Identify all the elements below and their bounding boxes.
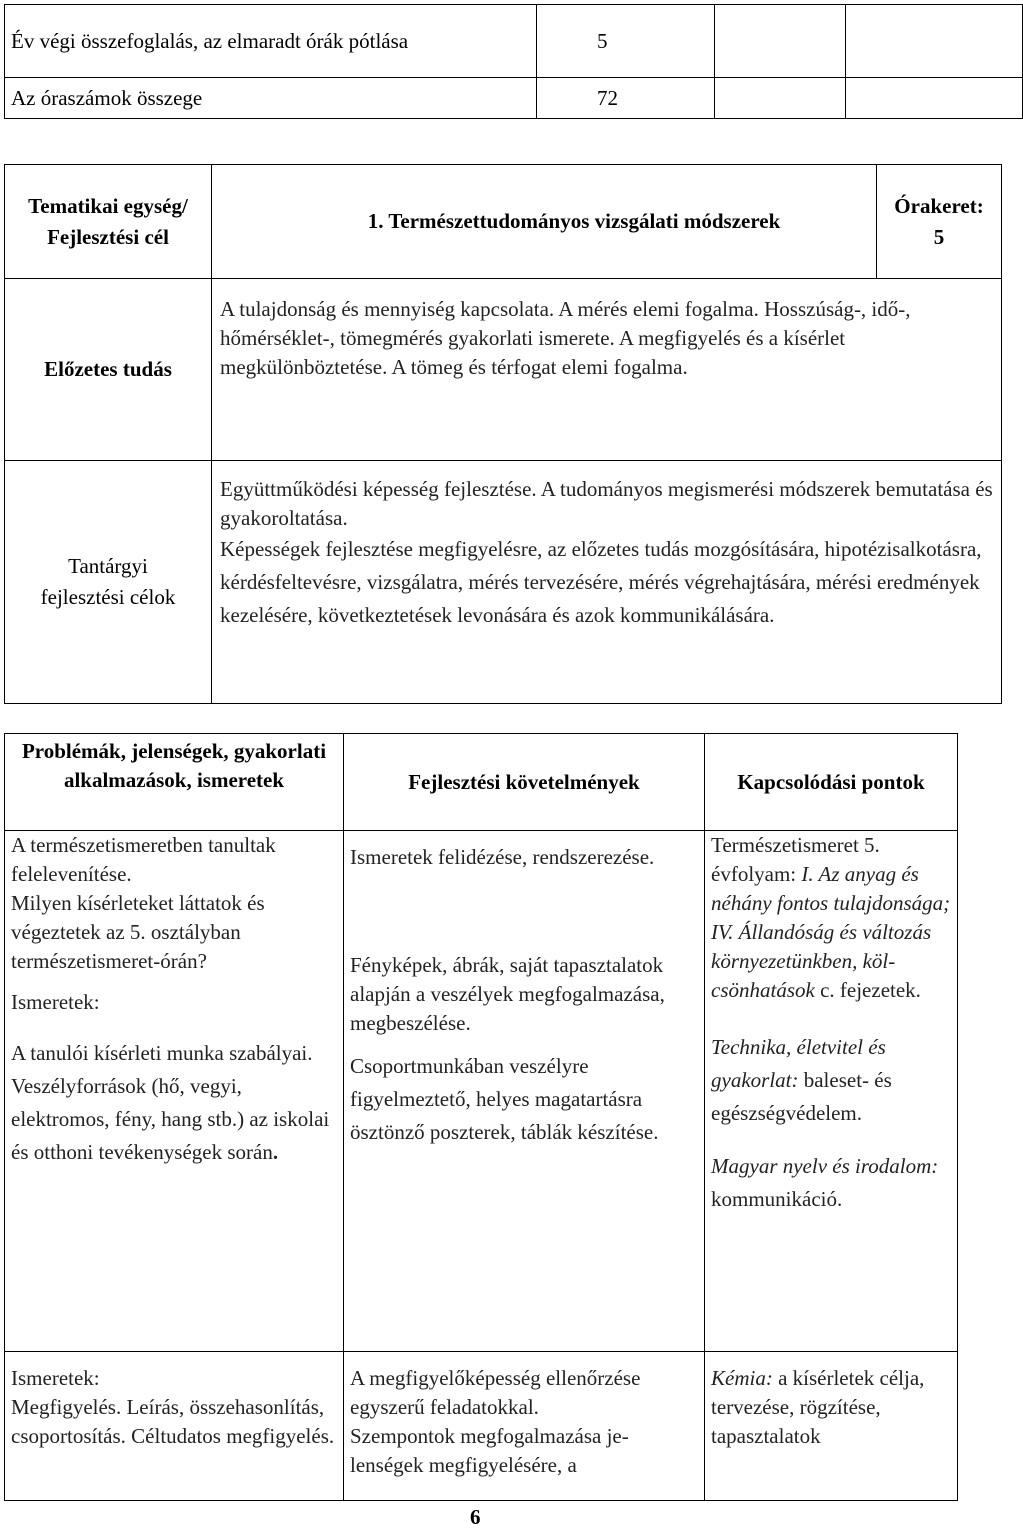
text-run: Technika, életvitel és gyakorlat: [711, 1035, 886, 1092]
text-run: A tanulói kísérleti munka szabályai. Veszélyforrások (hő, vegyi, elektromos, fény, hang stb.) az iskolai és otthoni tevékenységek során [11, 1041, 330, 1164]
paragraph [711, 1364, 951, 1451]
table-cell-requirements [344, 831, 705, 1352]
text-run: c. fejezetek. [814, 978, 921, 1002]
table-cell-problems [5, 831, 344, 1352]
paragraph: Szempontok megfogalmazása je-lenségek megfigyelésére, a [350, 1424, 629, 1477]
prior-knowledge-label: Előzetes tudás [5, 279, 212, 461]
table-row [5, 1352, 958, 1501]
table-row [5, 831, 958, 1352]
table-row-header [5, 165, 1002, 279]
table-cell-requirements [344, 1352, 705, 1501]
paragraph: A természetismeretben tanultak felelevenítése. [11, 833, 276, 886]
section-label: Ismeretek: [11, 990, 100, 1014]
thematic-unit-label [5, 165, 212, 279]
table-row-header [5, 734, 958, 831]
paragraph: A megfigyelőképesség ellenőrzése egyszerű feladatokkal. [350, 1366, 641, 1419]
thematic-unit-table [4, 164, 1002, 704]
table-cell-empty [846, 78, 1023, 119]
paragraph [711, 1150, 951, 1216]
prior-knowledge-text: A tulajdonság és mennyiség kapcsolata. A mérés elemi fogalma. Hosszúság-, idő-, hőmérséklet-, tömegmérés gyakorlati ismerete. A megfigyelés és a kísérlet megkülönböztetése. A tömeg és térfogat elemi fogalma. [212, 279, 1002, 461]
table-cell-label: Az óraszámok összege [5, 78, 537, 119]
text-run: I. Az anyag és néhány fontos tulajdonsága; IV. Állandóság és változás környezetünkben, köl-csönhatások [711, 862, 951, 1002]
table-cell-hours: 5 [537, 5, 715, 78]
label-line: Tematikai egység/ [28, 193, 188, 218]
table-cell-empty [715, 78, 846, 119]
column-header-requirements: Fejlesztési követelmények [344, 734, 705, 831]
table-cell-label: Év végi összefoglalás, az elmaradt órák pótlása [5, 5, 537, 78]
summary-hours-table [4, 4, 1023, 119]
paragraph: Ismeretek felidézése, rendszerezése. [350, 845, 655, 869]
text-run: Természetismeret 5. évfolyam: [711, 833, 880, 886]
table-cell-empty [846, 5, 1023, 78]
table-row-goals [5, 461, 1002, 704]
table-cell-connections [705, 1352, 958, 1501]
paragraph: Megfigyelés. Leírás, összehasonlítás, csoportosítás. Céltudatos megfigyelés. [11, 1395, 335, 1448]
thematic-unit-title: 1. Természettudományos vizsgálati módszerek [212, 165, 877, 279]
table-row [5, 5, 1023, 78]
paragraph [711, 831, 951, 1005]
table-row-prior-knowledge [5, 279, 1002, 461]
goals-label [5, 461, 212, 704]
label-line: Fejlesztési cél [47, 224, 169, 249]
hours-frame-value: 5 [933, 224, 945, 249]
table-row [5, 78, 1023, 119]
hours-frame [877, 165, 1002, 279]
paragraph: Milyen kísérleteket láttatok és végeztetek az 5. osztályban természetismeret-órán? [11, 891, 265, 973]
goals-text [212, 461, 1002, 704]
text-run: Kémia: [711, 1366, 773, 1390]
table-cell-problems [5, 1352, 344, 1501]
text-run: a kísérletek célja, tervezése, rögzítése, tapasztalatok [711, 1366, 925, 1448]
goals-paragraph: Képességek fejlesztése megfigyelésre, az előzetes tudás mozgósítására, hipotézisalkotásra, kérdésfeltevésre, vizsgálatra, mérés tervezésére, mérés végrehajtására, mérési eredmények kezelésére, következtetések levonására és azok kommunikálására. [220, 537, 982, 627]
text-run: Magyar nyelv és irodalom: [711, 1154, 939, 1178]
page-number: 6 [470, 1505, 481, 1529]
paragraph: Csoportmunkában veszélyre figyelmeztető, helyes magatartásra ösztönző poszterek, táblák készítése. [350, 1054, 659, 1144]
hours-frame-label: Órakeret: [894, 193, 984, 218]
column-header-problems: Problémák, jelenségek, gyakorlati alkalmazások, ismeretek [5, 734, 344, 831]
paragraph: Fényképek, ábrák, saját tapasztalatok alapján a veszélyek megfogalmazása, megbeszélése. [350, 953, 665, 1035]
content-table [4, 733, 958, 1501]
paragraph [11, 1037, 337, 1169]
label-line: fejlesztési célok [40, 585, 176, 609]
text-run: . [272, 1140, 279, 1164]
paragraph [711, 1031, 951, 1130]
table-cell-connections [705, 831, 958, 1352]
text-run: baleset- és egészségvédelem. [711, 1068, 892, 1125]
table-cell-hours: 72 [537, 78, 715, 119]
text-run: kommunikáció. [711, 1187, 843, 1211]
label-line: Tantárgyi [68, 554, 148, 578]
section-label: Ismeretek: [11, 1366, 100, 1390]
column-header-connections: Kapcsolódási pontok [705, 734, 958, 831]
table-cell-empty [715, 5, 846, 78]
goals-paragraph: Együttműködési képesség fejlesztése. A tudományos megismerési módszerek bemutatása és gyakoroltatása. [220, 477, 993, 530]
